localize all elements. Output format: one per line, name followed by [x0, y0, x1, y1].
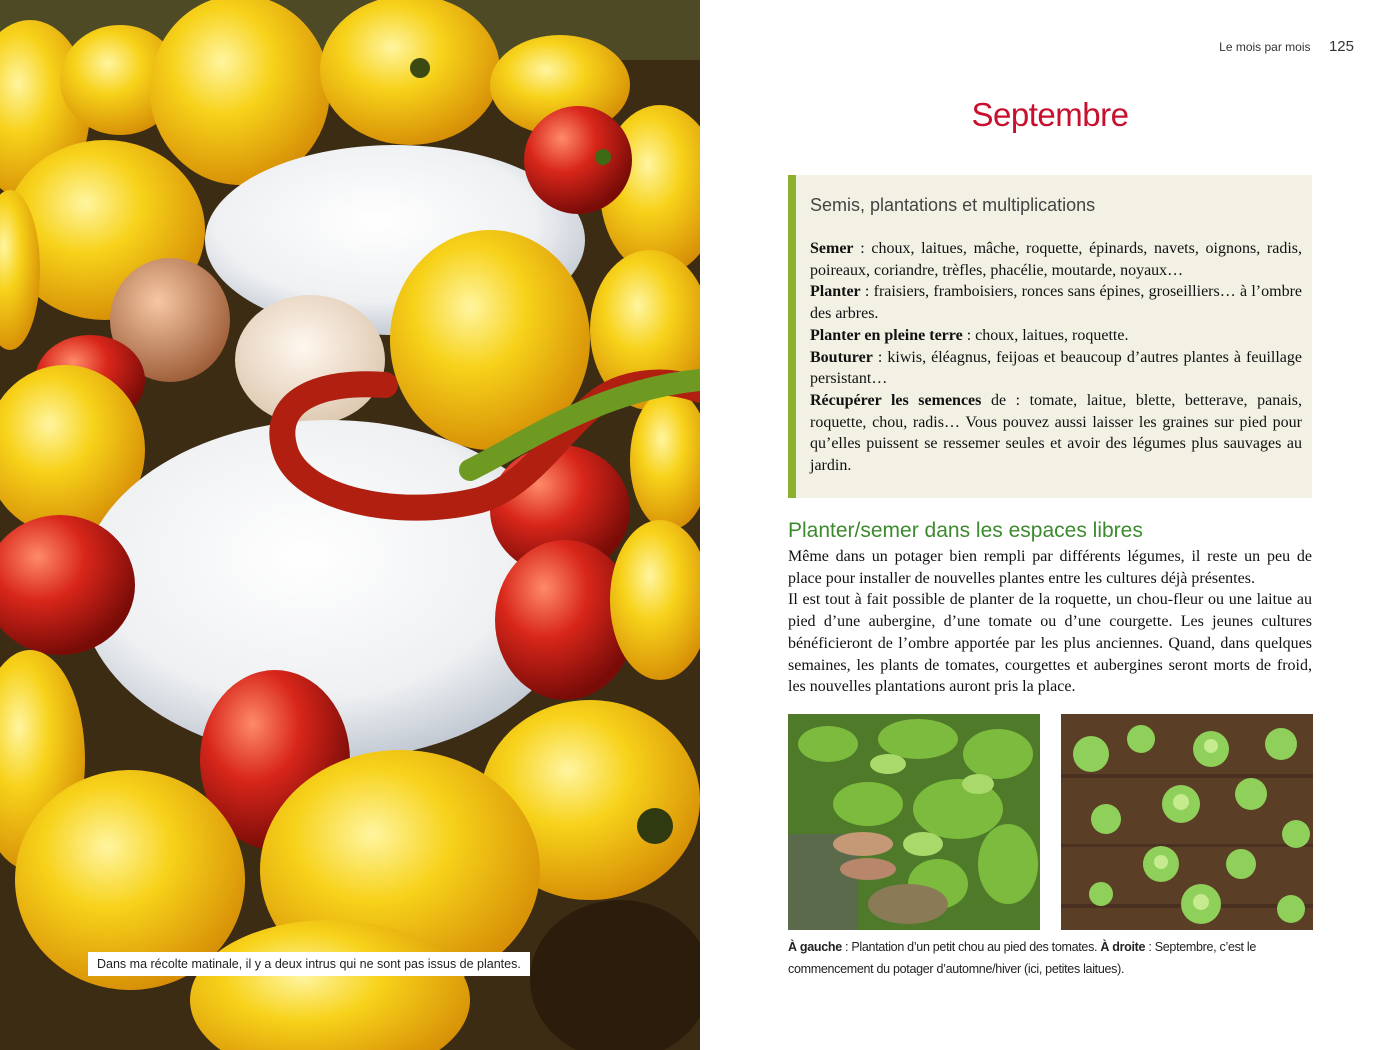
sidebar-entries: [810, 238, 1302, 477]
cabbage-planting-illustration: [788, 714, 1040, 930]
photos-caption: [788, 936, 1316, 980]
caption-left-label: À gauche: [788, 940, 842, 954]
sidebar-entry: [810, 238, 1302, 281]
entry-text: : kiwis, éléagnus, feijoas et beaucoup d’autres plantes à feuillage persistant…: [810, 348, 1302, 388]
entry-text: de : tomate, laitue, blette, betterave, panais, roquette, chou, radis… Vous pouvez aussi laisser les graines sur pied pour qu’elles puissent se ressemer seules et avoir des légumes plus sauvages au jardin.: [810, 391, 1302, 475]
body-paragraph: Il est tout à fait possible de planter de la roquette, un chou-fleur ou une laitue au pied d’une aubergine, d’une tomate ou d’une courgette. Les jeunes cultures bénéficieront de l’ombre apportée par les plus anciennes. Quand, dans quelques semaines, les plants de tomates, courgettes et aubergines seront morts de froid, les nouvelles plantations auront pris la place.: [788, 591, 1312, 696]
entry-label: Bouturer: [810, 348, 873, 366]
text-page: [700, 0, 1400, 1050]
caption-right-text: : Septembre, c’est le commencement du potager d’automne/hiver (ici, petites laitues).: [788, 940, 1257, 976]
entry-label: Planter: [810, 283, 861, 301]
entry-label: Récupérer les semences: [810, 391, 982, 409]
body-paragraph: Même dans un potager bien rempli par différents légumes, il reste un peu de place pour installer de nouvelles plantes entre les cultures déjà présentes.: [788, 548, 1312, 587]
caption-right-label: À droite: [1100, 940, 1146, 954]
page-number: 125: [1328, 38, 1354, 55]
entry-label: Planter en pleine terre: [810, 326, 963, 344]
sidebar-entry: [810, 347, 1302, 390]
sidebar-entry: [810, 390, 1302, 477]
body-text: [788, 546, 1312, 698]
cabbage-planting-photo: [788, 714, 1040, 930]
entry-text: : fraisiers, framboisiers, ronces sans épines, groseilliers… à l’ombre des arbres.: [810, 283, 1302, 323]
sidebar-entry: [810, 325, 1302, 347]
chapter-title: Septembre: [971, 96, 1129, 133]
running-head-section: Le mois par mois: [1219, 40, 1311, 54]
running-head: [1219, 38, 1354, 56]
section-heading: Planter/semer dans les espaces libres: [788, 519, 1143, 542]
lettuce-bed-photo: [1061, 714, 1313, 930]
entry-text: : choux, laitues, roquette.: [962, 326, 1129, 344]
sidebar-heading: Semis, plantations et multiplications: [810, 195, 1096, 215]
entry-text: : choux, laitues, mâche, roquette, épinards, navets, oignons, radis, poireaux, coriandre, trèfles, phacélie, moutarde, noyaux…: [810, 240, 1302, 279]
sidebar-entry: [810, 281, 1302, 324]
entry-label: Semer: [810, 240, 854, 257]
caption-left-text: : Plantation d’un petit chou au pied des tomates.: [841, 940, 1101, 954]
lettuce-bed-illustration: [1061, 714, 1313, 930]
sidebar-box: [788, 175, 1312, 498]
photo-caption: Dans ma récolte matinale, il y a deux intrus qui ne sont pas issus de plantes.: [88, 952, 530, 976]
